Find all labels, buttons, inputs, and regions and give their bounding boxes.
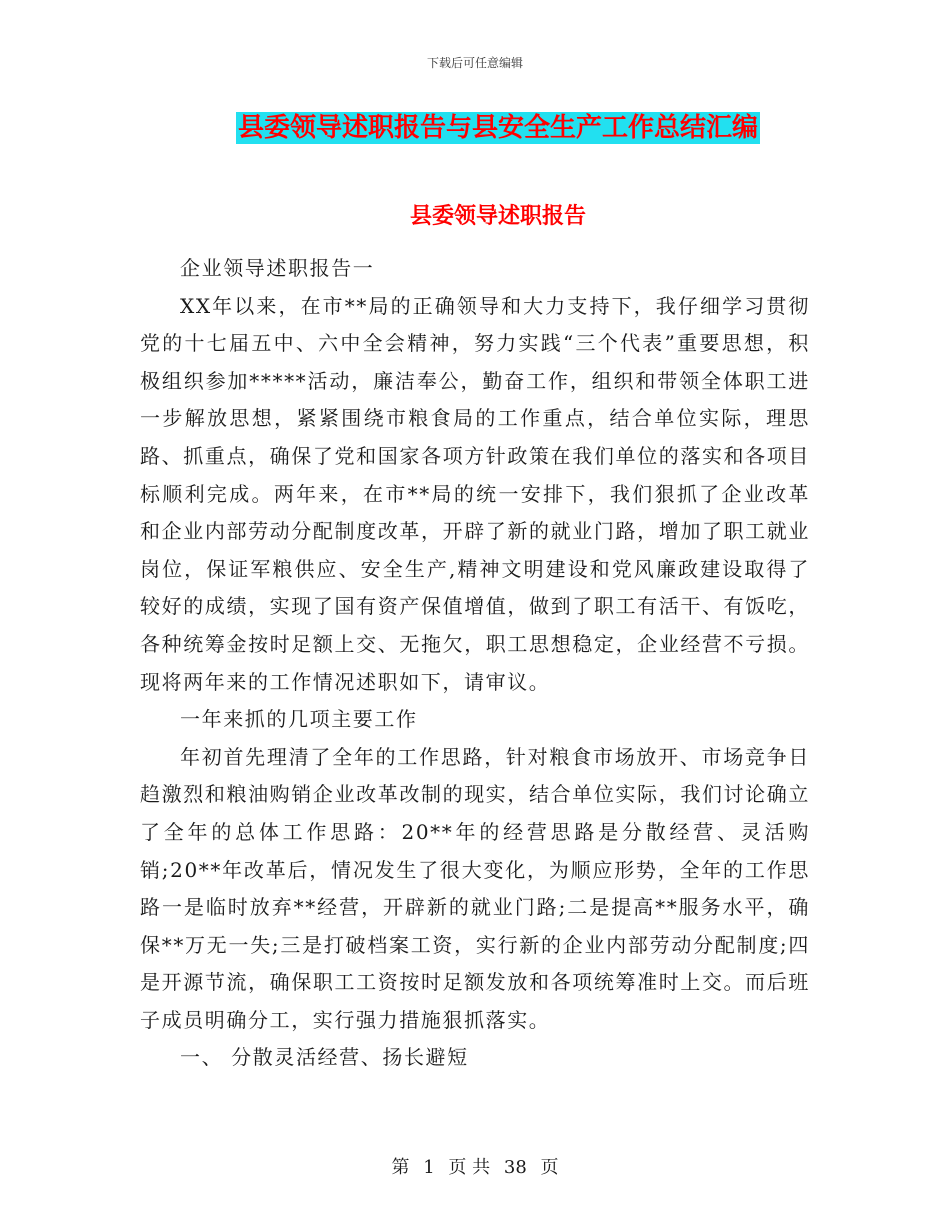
main-title [0,112,950,144]
page-footer [0,1153,950,1179]
paragraph: 企业领导述职报告一 [180,256,375,280]
paragraph: XX年以来，在市**局的正确领导和大力支持下，我仔细学习贯彻党的十七届五中、六中全会精神，努力实践“三个代表”重要思想，积极组织参加*****活动，廉洁奉公，勤奋工作，组织和带领全体职工进一步解放思想，紧紧围绕市粮食局的工作重点，结合单位实际，理思路、抓重点，确保了党和国家各项方针政策在我们单位的落实和各项目标顺利完成。两年来，在市**局的统一安排下，我们狠抓了企业改革和企业内部劳动分配制度改革，开辟了新的就业门路，增加了职工就业岗位，保证军粮供应、安全生产,精神文明建设和党风廉政建设取得了较好的成绩，实现了国有资产保值增值，做到了职工有活干、有饭吃，各种统筹金按时足额上交、无拖欠，职工思想稳定，企业经营不亏损。现将两年来的工作情况述职如下，请审议。 [140,293,810,694]
main-title-text: 县委领导述职报告与县安全生产工作总结汇编 [237,113,758,143]
page-number: 1 [423,1157,435,1178]
section-title: 县委领导述职报告 [409,204,586,229]
footer-suffix: 页 [540,1157,559,1178]
footer-prefix: 第 [391,1157,410,1178]
header-note: 下载后可任意编辑 [426,56,523,70]
total-pages: 38 [503,1157,527,1178]
paragraph: 一、 分散灵活经营、扬长避短 [180,1045,469,1070]
document-body [140,250,810,1077]
paragraph: 一年来抓的几项主要工作 [180,707,418,732]
paragraph: 年初首先理清了全年的工作思路，针对粮食市场放开、市场竞争日趋激烈和粮油购销企业改革改制的现实，结合单位实际，我们讨论确立了全年的总体工作思路：20**年的经营思路是分散经营、灵活购销;20**年改革后，情况发生了很大变化，为顺应形势，全年的工作思路一是临时放弃**经营，开辟新的就业门路;二是提高**服务水平，确保**万无一失;三是打破档案工资，实行新的企业内部劳动分配制度;四是开源节流，确保职工工资按时足额发放和各项统筹准时上交。而后班子成员明确分工，实行强力措施狠抓落实。 [140,744,810,1032]
footer-middle: 页 共 [448,1157,491,1178]
